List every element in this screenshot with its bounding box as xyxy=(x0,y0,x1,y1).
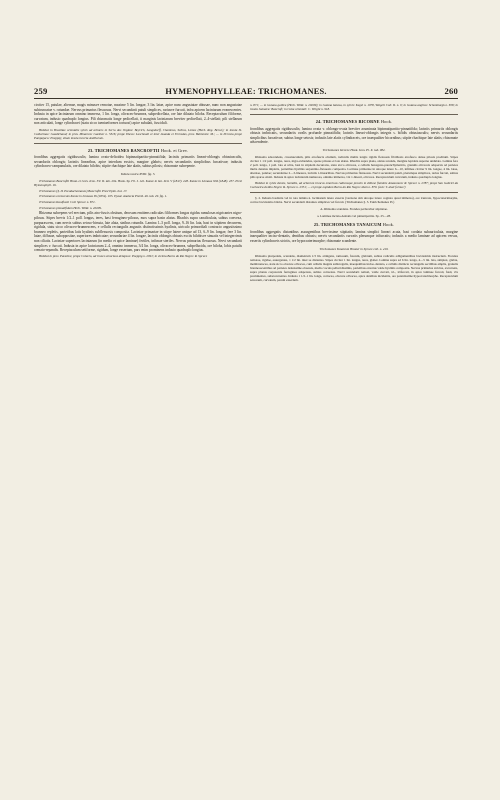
species-heading xyxy=(34,148,242,153)
running-title: HYMENOPHYLLEAE: TRICHOMANES. xyxy=(165,87,327,96)
habitat-note: Habitat in prov. Paraënsi, prope Coluero, ad trunco emortuos delapsos: Poeppig n. 2991; in vicinia Barra do Rio Negro: R. Spruce xyxy=(39,254,208,259)
divider-rule xyxy=(250,192,458,193)
synonym: Trichomanes coriaceum Kunze in Linnaea IX (1834). 105. Ejusd. Analecta Pterid. 46. tab. 29. fig. 1. xyxy=(39,194,168,199)
synonym: Trichomanes bicorne Hook. Icon. Pl. X. tab. 982. xyxy=(322,147,386,152)
description-paragraph: Rhizoma adscendens, crassiusculum, pilis atrofuscis obsitum, radiculis multis longis rigidis flexuosis fibrillosis atrofusco dense pilosis proditum. Stipes circiter 1 1/2 poll. longus, teres, nigro-rubiendus, sparse pilosus et late alatus. Rhachis supra plana, alatus rotunda, margine lepidata superne undulata. Lamina fere 2 poll. longa, 1 poll. lata et ultra, basi in stipitem decurrens, statu sicco olivacea, e cellulis hexagono-parenchymaticis, granulis olivaceis adspersis ad parietes multa densius impletis, parietibus hyalinis serpentino-flexuosis composita. Laciniae primariae in utroque latere 6—10, infimae circiter 9 lin. longae, 4 lin. latae, alternae, patulae; secundariae 2—3-lineares, laciniis 1-lineariibus. Nervus primarius flexuosus. Nervi secundarii patuli, plerumque simplices, rarius furcati, subtus pilis sparse obsiti. Indusia in apice laciniarum numerosa, omnino immersa, vix 1-lineari, olivacea. Receptaculum curvatum, indusio quadruplo longius. xyxy=(250,155,458,180)
habitat-note: n. 871; — in Guiana gallica (Herb. Willd. n. 20209); in Guiana batava, in sylvis: Kegel n. 1078, Weigelt Coll. II. n. 9; in Guiana anglica: Schomburgk n. 658; in insula Jamaica: Bancroft; in Cuba orientali: C. Wright n. 918. xyxy=(250,103,458,112)
description-paragraph: Rhizoma subrepens vel erectum, pilis atro-fuscis obsitum, deorsum emittens radiculas filiformes longas rigidas ramulosas nigricantes nigro-pilosas. Stipes brevis 1/2–1 poll. longus, teres, basi ferrugineo-pilosus, mox supra basin alatus. Rhachis supra canaliculata, subtus convexa, purpurascens, cum nervis subtus setoso-hirsuta, late alata, sinibus rotundis. Lamina 1–3 poll. longa, 9–16 lin. lata, basi in stipitem decurrens, rigidula, statu sicco olivaceo-brunnescens, e cellulis rectangulis angustis distinctissimis hyalinis, utriculo primordiali contracto angustissimo brunneo repletis, parietibus latis hyalinis subflexuosis composita. Laciniae primariae in stirpe latere unique ad 13, 6–9 lin. longae, fere 3 lin. latae, diffusae, suboppositae, superiores imbricatae; secundariae 4 lin. longae, laciniis oblongis obtusis exciis bilobisve sinuatis vel integerrimis non ciliatis. Laciniae superiores laciniarum (in medio et apice laminae) fertiles, infimae steriles. Nervus primarius flexuosus. Nervi secundarii simplices v. furcati. Indusia in apice laciniarum 2–4, omnino immersa, 3/4 lin. longa, olivaceo-brunnea, subpellucida, ore biloba, lobis patulis crenato-repandis. Receptaculum setiforme, rigidum, longe exsertum, pars enim prominens indusio quadruplo longius. xyxy=(34,211,242,253)
species-diagnosis: frondibus aggregatis distantibus assurgentibus brevissime stipitatis; lamina simplici lineari acuta, basi cordata subauriculata, margine inaequaliter inciso-dentatis, dentibus obtusis; nervis secundariis curvatis plerumque trifurcatis; indusiis a medio laminae ad apicem versus, exsertis cylindraceis strictis, ore hypocraterimorphe; rhizomate scandente. xyxy=(250,229,458,243)
species-title: 24. TRICHOMANES BICORNE xyxy=(315,119,380,125)
species-heading xyxy=(250,119,458,124)
page-number-right: 260 xyxy=(444,86,458,96)
section-heading: A. Rhizoma scandens. Frondes perbreviter stipitatae. xyxy=(320,207,388,212)
divider-rule xyxy=(250,114,458,115)
subsection-heading: a. Laminae incisio-dentatis vel pinnatipartita. Sp. 25—28. xyxy=(317,214,391,219)
left-column xyxy=(34,103,242,284)
divider-rule xyxy=(34,143,242,144)
description-paragraph: Rhizoma plurpedale, scandens, diametrum 1/3 lin. attingens, ramosum, fuscum, glabrum, subtus radiculis adligamentibus brevissimis instructum. Frondes remotae, rigidae, assurgentes, 1 1/2 lin. inter se distantes. Stipes circiter 1 lin. longus, teres, glaber. Lamina supra ad 6 lin. longa, 4—5 lin. lata, simplex, glabra, membranacea, statu sicco obscure olivacea, cum cellulis magnis subirregulis, inaequalibus inciso-dentata, e cellulis distincte rectangulis sectilibus amplis, granulis brunneoscentibus ad parietes densissime obsessis, medio vacuis pellucidissimis, parietibus exterius valde hyalinis composita. Nervus primarius strictus, excurrens, supra planus corpuscula ferruginea adspersus, subtus convexus. Nervi secundarii remoti, valde curvati, tri-, trifurcati, in apice laminae furcati, fusti, vix prominentes, subexcurrentes. Indusia 1 1/2–1 lin. longa, coriacea, obscure olivacea, apice dentibus incidentis, ore patentissime hypocraterimorpho. Receptaculum setaceum, curvatum, parum exsertum. xyxy=(250,253,458,283)
species-author: Hook. xyxy=(382,222,395,228)
species-author: Hook. xyxy=(380,119,393,125)
synonym: Trichomanes Tanaicum Hooker in Spruce coll. n. 410. xyxy=(319,246,389,251)
species-diagnosis: frondibus aggregatis rigidiusculis; lamina ovata v. oblongo-ovata breviter acuminata bipinnatipartito-pinnatifida; laciniis primariis oblongis obtusis imbricatis, secundariis ovalis profunde pinnatifidis; laciniis lineari-oblongis integris s. bifidis obtusiusculis; nervis secundariis simplicibus furcativue, subtus longe setosis; indusiis late alatis cylindraceis, ore inaequaliter bicornibus; stipite rhachique late alatis; rhizomate adscendente. xyxy=(250,126,458,145)
habitat-note: Habitat in Brasiliae orientalis sylvis ad arbores in Serra dos Orgãos: Beyrich, Langsdorff, Chamisso, Sellow, Lemos (Herb. Reg. Berol.); in insula St. Catharinae: Gaudichaud; in prov. Minarum: Gardner n. 5316; prope Ilheos: Luschnath et inter Avanda et Ferradas, prov. Bahiensis: M.; — in Peruvia prope Pampajaco: Poeppig; etiam insula incerta Antillarum. xyxy=(34,127,242,140)
synonym: Trichomanes Bancroftii Hook. et Grev. Icon. Fil. II. tab. 204. Hook. Sp. Fil. I. 122. Kunze in bot. Zeit. V (1847). 228. Kunze in Linnaea XXI (1848). 237. Presl Hymenophyll. 16. xyxy=(34,179,242,188)
paragraph: circiter 15, patulae, alternae, magis minusve remotae, maxime 5 lin. longae, 3 lin. latae, apice nunc angustatae obtusae, nunc non angustatae subtruncatae v. rotundae. Nervus primarius flexuosus. Nervi secundarii patuli simplices, rariusve furcati, infra apicem laciniarum evanescentes. Indusia in apice laciniarum omnino immersa, 1 lin. longa, olivaceo-brunnea, subpedicellata, ore late dilatato biloba. Receptaculum filiforme, curvatum, indusio quadruplo longius. Pili rhizomatis longe pedicellati, ii marginis laciniarum breviter pedicellati, 2–4-stellati; pili stellarum non articulati, longe cylindracei (statu sicco taeniaeformes tortuosi) apice subulati, fusciduli. xyxy=(34,103,242,126)
running-header xyxy=(34,86,458,99)
page-number-left: 259 xyxy=(34,86,48,96)
species-title: 23. TRICHOMANES BANCROFTII xyxy=(87,147,160,153)
plate-reference: Tabula nostra XVIII. fig. 5. xyxy=(120,171,156,176)
section-paragraph: §. 2. Indusia basilaria vel in tota lamina n. laciniarum latere exserta (versione sim utroque latere cognata quasi immersa), ore truncata, hypocraterimorphe, cortice brevissimo biloba. Nervi secundarii distantes simplices vel furcati. (Trichomanes §. 3. Eutrichomanes Pr.) xyxy=(250,196,458,205)
species-diagnosis: frondibus aggregatis rigidiusculis; lamina ovato-deltoidea bipinnatipartito-pinnatifida; laciniis primariis lineari-oblongis obtusiusculis, secundariis oblongis; laciniis linearibus, apice interdum exsicis, margine glabris; nervis secundariis simplicibus furcativue; indusiis cylindraceo-campanulatis, ore dilatato bilobis; stipite rhachique late alatis, subtus pilosis; rhizomate subrepente. xyxy=(34,155,242,169)
species-title: 25. TRICHOMANES TANAICUM xyxy=(313,222,382,228)
two-column-body xyxy=(34,103,458,284)
species-author: Hook. et Grev. xyxy=(160,147,189,153)
synonym: Trichomanes (§. II. Pseudachomanes) Bancroftii Presl Epim. bot. 17. xyxy=(39,188,128,193)
right-column xyxy=(250,103,458,284)
habitat-note: Habitat in sylvis densis, humidis, ad arborum truncos emortuos radicosque proxim in diliune fluminis Amazonum: R. Spruce n. 2787; prope San Gabriel da Cachoeira do Rio Negro: R. Spruce n. 2351; — et prope ospidum Barra do Rio Negro: idem n. 870. (sub: T. alati forma?) xyxy=(250,180,458,190)
species-heading xyxy=(250,222,458,227)
synonym: Trichomanes pinnatifidum Herb. Willd. n. 20209. xyxy=(39,205,102,210)
synonym: Trichomanes Kaulfussii Coll. Spruce n. 871. xyxy=(39,200,96,205)
